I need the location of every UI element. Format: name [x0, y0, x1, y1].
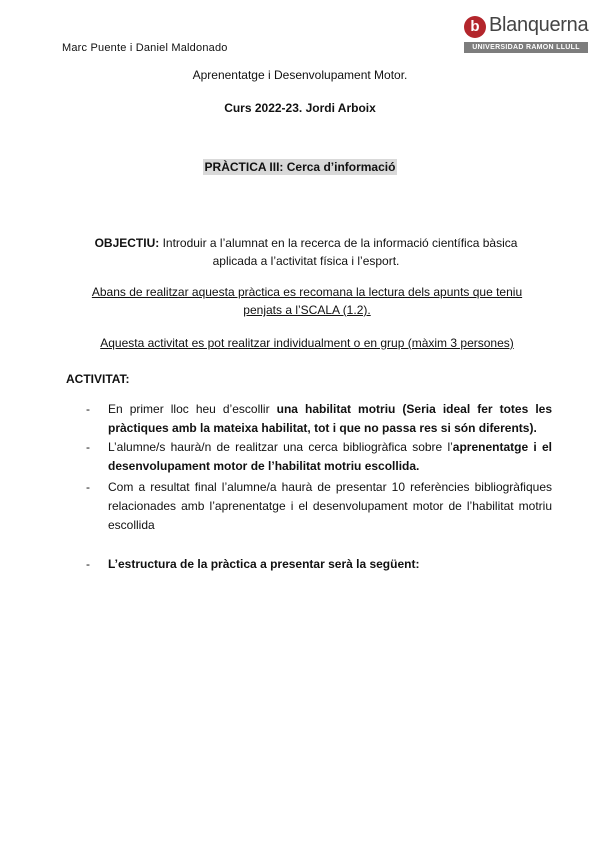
course-year: Curs 2022-23. Jordi Arboix [224, 101, 376, 115]
list-item-text [108, 400, 552, 438]
list-dash: - [86, 402, 90, 416]
item-text-bold: aprenentatge i el desenvolupament motor de l’habilitat motriu escollida. [108, 440, 552, 473]
group-note: Aquesta activitat es pot realitzar individualment o en grup (màxim 3 persones) [100, 336, 514, 350]
course-title: Aprenentatge i Desenvolupament Motor. [192, 68, 408, 82]
activity-heading: ACTIVITAT: [66, 372, 130, 386]
reading-note: Abans de realitzar aquesta pràctica es recomana la lectura dels apunts que teniu penjats a l’SCALA (1.2). [91, 285, 523, 317]
logo-name: Blanquerna [489, 14, 589, 36]
item-text-regular: L’alumne/s haurà/n de realitzar una cerca bibliogràfica sobre l’ [108, 440, 453, 454]
logo-subtitle: UNIVERSIDAD RAMON LLULL [464, 42, 588, 53]
objective-label: OBJECTIU: [94, 236, 160, 250]
authors-line: Marc Puente i Daniel Maldonado [62, 42, 228, 54]
practice-title-text: PRÀCTICA III: Cerca d’informació [204, 160, 396, 174]
list-dash: - [86, 440, 90, 454]
item-text-bold: L’estructura de la pràctica a presentar serà la següent: [108, 557, 420, 571]
item-text-regular: En primer lloc heu d’escollir [108, 402, 277, 416]
objective-paragraph [80, 234, 532, 270]
list-item-text [108, 478, 552, 535]
logo-mark-icon: b [464, 16, 486, 38]
objective-text: Introduir a l’alumnat en la recerca de la informació científica bàsica aplicada a l’activitat física i l’esport. [159, 236, 518, 268]
list-dash: - [86, 557, 90, 571]
list-item-text [108, 438, 552, 476]
item-text-regular: Com a resultat final l’alumne/a haurà de presentar 10 referències bibliogràfiques relacionades amb l’aprenentatge i el desenvolupament motor de l’habilitat motriu escollida [108, 480, 552, 532]
list-item-text [108, 555, 552, 574]
list-dash: - [86, 480, 90, 494]
item-text-bold: una habilitat motriu (Seria ideal fer totes les pràctiques amb la mateixa habilitat, tot i que no passa res si són diferents). [108, 402, 552, 435]
practice-title [0, 160, 600, 174]
university-logo [462, 14, 590, 54]
